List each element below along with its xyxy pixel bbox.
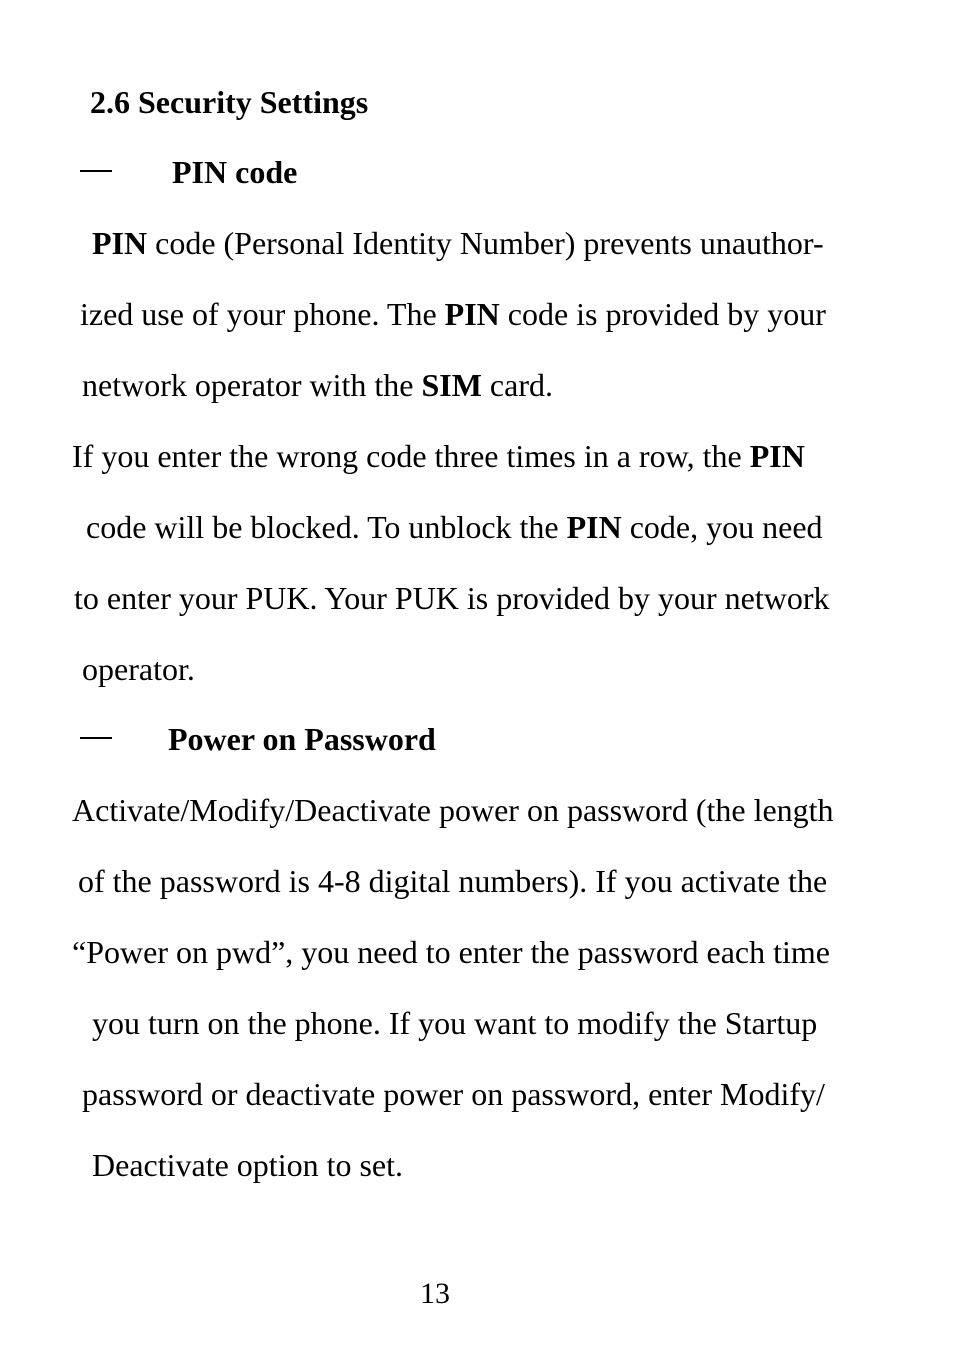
section-title: 2.6 Security Settings: [90, 84, 369, 120]
power-paragraph-line: “Power on pwd”, you need to enter the password each time: [72, 934, 830, 970]
text-run: ized use of your phone. The: [80, 296, 445, 332]
pin-term: PIN: [444, 296, 500, 332]
text-run: code will be blocked. To unblock the: [86, 509, 567, 545]
page-number: 13: [420, 1277, 450, 1310]
sim-term: SIM: [421, 367, 482, 403]
pin-term: PIN: [749, 438, 805, 474]
power-on-password-heading: Power on Password: [168, 721, 436, 757]
pin-term: PIN: [566, 509, 622, 545]
text-run: network operator with the: [82, 367, 422, 403]
text-run: card.: [481, 367, 553, 403]
dash-bullet: [80, 170, 112, 172]
power-paragraph-line: you turn on the phone. If you want to modify the Startup: [92, 1005, 818, 1041]
text-run: code (Personal Identity Number) prevents unauthor-: [147, 225, 824, 261]
text-run: code, you need: [621, 509, 823, 545]
dash-bullet: [80, 737, 112, 739]
pin-term: PIN: [92, 225, 148, 261]
pin-paragraph-line: [86, 507, 823, 547]
text-run: If you enter the wrong code three times in a row, the: [72, 438, 750, 474]
pin-paragraph-line: [80, 294, 826, 334]
power-paragraph-line: password or deactivate power on password, enter Modify/: [82, 1076, 825, 1112]
power-paragraph-line: Activate/Modify/Deactivate power on password (the length: [72, 792, 834, 828]
pin-paragraph-line: [72, 436, 805, 476]
power-paragraph-line: Deactivate option to set.: [92, 1147, 404, 1183]
pin-paragraph-line: operator.: [82, 651, 195, 687]
power-paragraph-line: of the password is 4-8 digital numbers). If you activate the: [78, 863, 828, 899]
pin-code-heading: PIN code: [172, 154, 298, 190]
pin-paragraph-line: [92, 223, 824, 263]
pin-paragraph-line: [82, 365, 553, 405]
text-run: code is provided by your: [499, 296, 826, 332]
pin-paragraph-line: to enter your PUK. Your PUK is provided by your network: [74, 580, 830, 616]
